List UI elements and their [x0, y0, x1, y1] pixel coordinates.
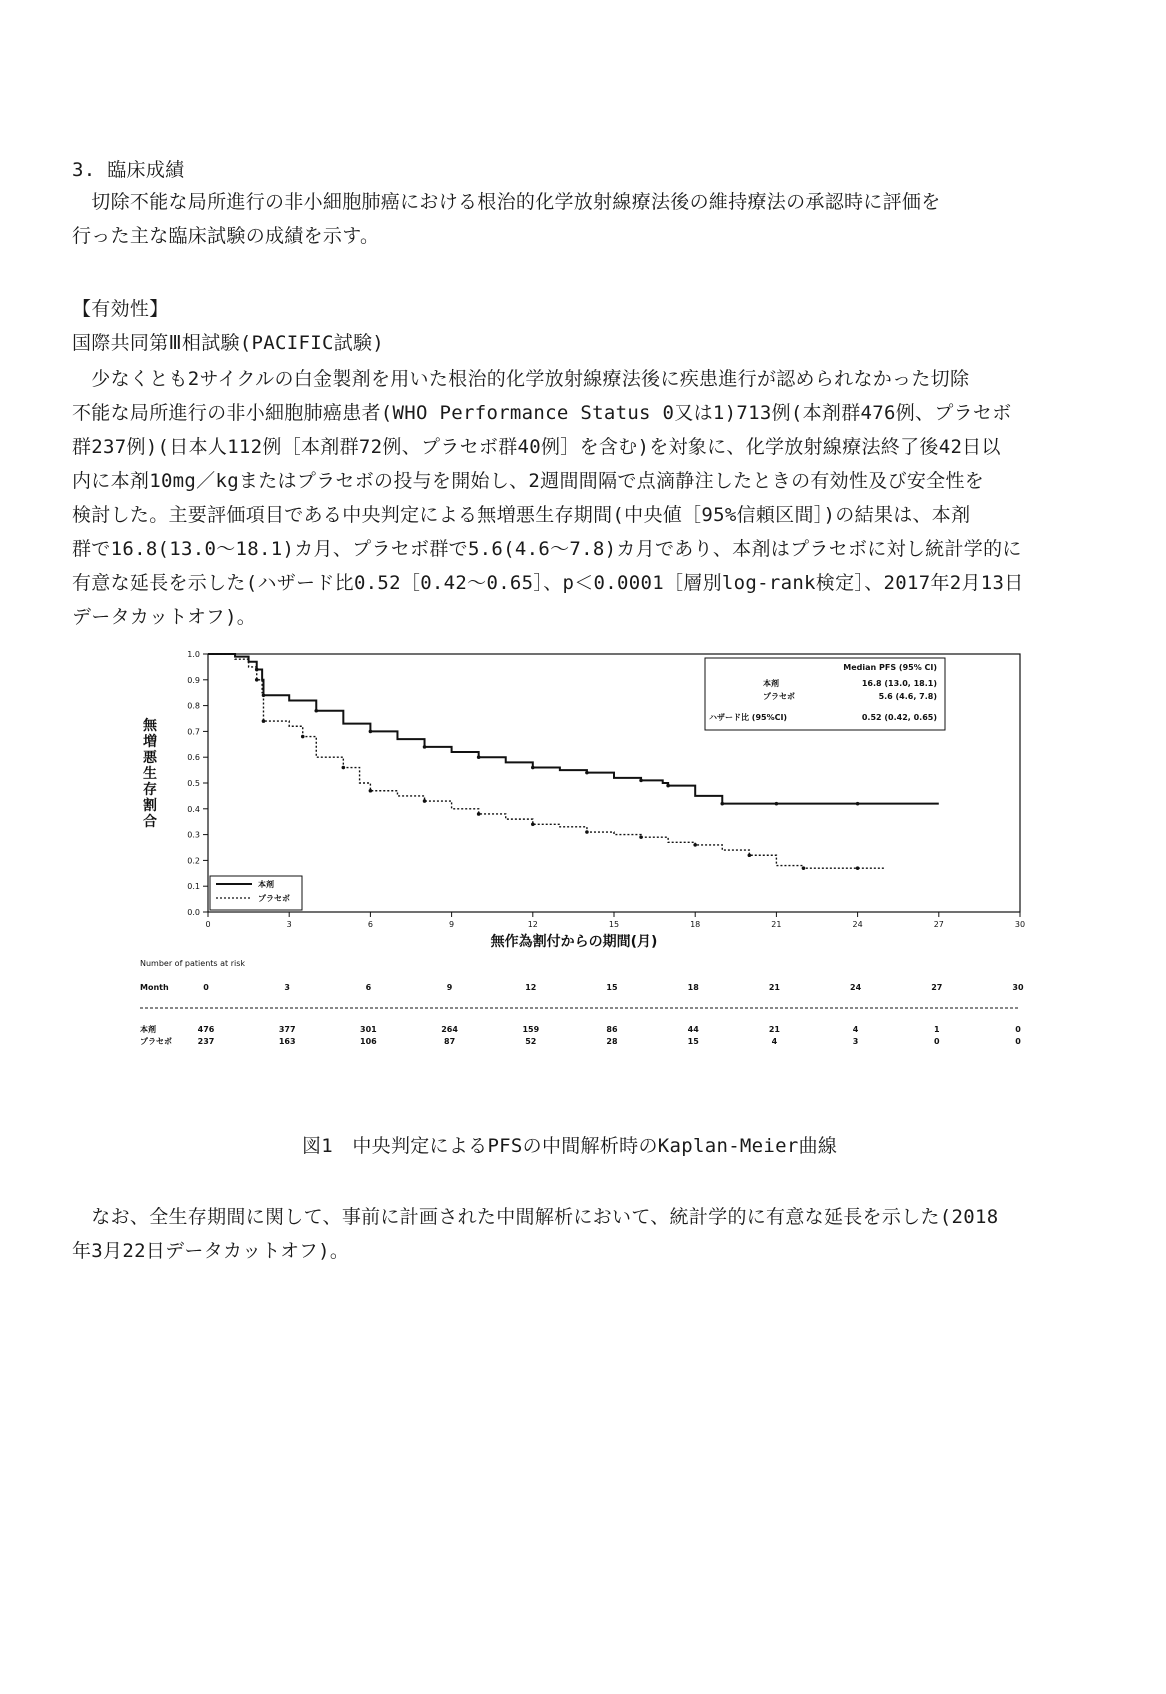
censor-mark [477, 755, 481, 759]
censor-mark [342, 766, 346, 770]
y-axis-label-char: 生 [143, 766, 157, 782]
x-tick-label: 24 [852, 920, 863, 929]
body-line: 検討した。主要評価項目である中央判定による無増悪生存期間(中央値［95%信頼区間］)の結果は、本剤 [72, 504, 971, 526]
risk-count: 4 [771, 1037, 778, 1046]
kaplan-meier-figure [140, 650, 1036, 1095]
risk-month-label: 0 [203, 983, 209, 992]
x-tick-label: 0 [205, 920, 211, 929]
note-line: なお、全生存期間に関して、事前に計画された中間解析において、統計学的に有意な延長を示した(2018 [72, 1206, 999, 1228]
y-axis-label-char: 悪 [143, 750, 157, 766]
risk-count: 159 [522, 1025, 540, 1034]
censor-mark [423, 745, 427, 749]
y-axis-label-char: 合 [143, 814, 157, 830]
risk-count: 476 [197, 1025, 215, 1034]
y-tick-label: 0.4 [187, 804, 200, 814]
risk-count: 301 [360, 1025, 377, 1034]
y-tick-label: 0.5 [187, 779, 200, 788]
y-tick-label: 0.3 [187, 830, 200, 840]
risk-count: 0 [934, 1037, 940, 1046]
y-tick-label: 0.0 [187, 908, 200, 917]
risk-month-label: 27 [931, 983, 943, 992]
risk-row-label: 本剤 [140, 1025, 156, 1034]
body-line: 内に本剤10mg／kgまたはプラセボの投与を開始し、2週間間隔で点滴静注したときの有効性及び安全性を [72, 470, 985, 492]
censor-mark [531, 822, 535, 826]
censor-mark [423, 799, 427, 803]
risk-table-header: Month [140, 983, 169, 992]
body-line: 群237例)(日本人112例［本剤群72例、プラセボ群40例］を含む)を対象に、化学放射線療法終了後42日以 [72, 436, 1001, 458]
risk-month-label: 3 [284, 983, 290, 992]
intro-line: 切除不能な局所進行の非小細胞肺癌における根治的化学放射線療法後の維持療法の承認時に評価を [72, 191, 941, 213]
median-pfs-row-label: 本剤 [763, 679, 779, 688]
y-tick-label: 0.9 [187, 675, 200, 685]
y-tick-label: 0.6 [187, 753, 200, 763]
censor-mark [585, 771, 589, 775]
censor-mark [856, 866, 860, 870]
risk-count: 0 [1015, 1025, 1021, 1034]
censor-mark [262, 719, 266, 723]
body-line: 不能な局所進行の非小細胞肺癌患者(WHO Performance Status 0又は1)713例(本剤群476例、プラセボ [72, 402, 1012, 424]
censor-mark [856, 802, 860, 806]
risk-count: 237 [197, 1037, 215, 1046]
section-heading: 3. 臨床成績 [72, 159, 185, 181]
median-pfs-row-label: プラセボ [763, 692, 795, 701]
censor-mark [639, 779, 643, 783]
x-tick-label: 15 [608, 920, 620, 929]
median-pfs-row-label: ハザード比 (95%CI) [709, 713, 788, 722]
y-axis-label-char: 増 [143, 734, 157, 750]
x-tick-label: 12 [527, 920, 538, 929]
x-tick-label: 30 [1014, 920, 1026, 929]
risk-count: 0 [1015, 1037, 1021, 1046]
risk-count: 163 [278, 1037, 296, 1046]
censor-mark [802, 866, 806, 870]
study-title: 国際共同第Ⅲ相試験(PACIFIC試験) [72, 332, 385, 354]
risk-month-label: 6 [365, 983, 372, 992]
risk-row-label: プラセボ [140, 1037, 172, 1046]
risk-count: 4 [852, 1025, 859, 1034]
censor-mark [369, 730, 373, 734]
y-tick-label: 1.0 [187, 650, 200, 659]
risk-month-label: 15 [606, 983, 618, 992]
censor-mark [369, 789, 373, 793]
censor-mark [748, 853, 752, 857]
x-axis-label: 無作為割付からの期間(月) [490, 934, 658, 950]
y-axis-label-char: 割 [143, 798, 157, 814]
risk-count: 52 [525, 1037, 537, 1046]
censor-mark [693, 843, 697, 847]
x-tick-label: 21 [771, 920, 782, 929]
intro-line: 行った主な臨床試験の成績を示す。 [72, 225, 380, 247]
censor-mark [720, 802, 724, 806]
median-pfs-header: Median PFS (95% CI) [843, 663, 937, 672]
risk-count: 44 [687, 1025, 699, 1034]
censor-mark [255, 678, 259, 682]
legend-box [210, 876, 302, 910]
y-tick-label: 0.7 [187, 727, 200, 737]
risk-count: 1 [934, 1025, 940, 1034]
legend-label: プラセボ [258, 894, 290, 903]
efficacy-heading: 【有効性】 [72, 298, 169, 320]
censor-mark [314, 709, 318, 713]
censor-mark [531, 766, 535, 770]
censor-mark [301, 735, 305, 739]
x-tick-label: 3 [286, 920, 292, 929]
x-tick-label: 6 [367, 920, 373, 929]
censor-mark [775, 802, 779, 806]
body-line: データカットオフ)。 [72, 606, 257, 628]
y-tick-label: 0.1 [187, 882, 200, 892]
body-line: 少なくとも2サイクルの白金製剤を用いた根治的化学放射線療法後に疾患進行が認められなかった切除 [72, 368, 970, 390]
risk-month-label: 12 [525, 983, 537, 992]
legend-label: 本剤 [258, 880, 274, 889]
risk-month-label: 30 [1012, 983, 1024, 992]
risk-count: 28 [606, 1037, 618, 1046]
x-tick-label: 18 [690, 920, 701, 929]
risk-count: 86 [606, 1025, 618, 1034]
kaplan-meier-chart [140, 650, 1036, 1095]
risk-month-label: 9 [446, 983, 453, 992]
risk-count: 377 [278, 1025, 296, 1034]
censor-mark [585, 830, 589, 834]
y-tick-label: 0.2 [187, 856, 200, 866]
risk-month-label: 24 [850, 983, 862, 992]
risk-table-title: Number of patients at risk [140, 959, 246, 968]
censor-mark [639, 835, 643, 839]
risk-month-label: 18 [687, 983, 699, 992]
censor-mark [666, 784, 670, 788]
median-pfs-row-value: 0.52 (0.42, 0.65) [861, 713, 937, 722]
censor-mark [477, 812, 481, 816]
risk-count: 15 [687, 1037, 699, 1046]
median-pfs-row-value: 5.6 (4.6, 7.8) [878, 692, 937, 701]
body-line: 群で16.8(13.0～18.1)カ月、プラセボ群で5.6(4.6～7.8)カ月であり、本剤はプラセボに対し統計学的に [72, 538, 1022, 560]
x-tick-label: 9 [449, 920, 455, 929]
body-line: 有意な延長を示した(ハザード比0.52［0.42～0.65］、p＜0.0001［層別log-rank検定］、2017年2月13日 [72, 572, 1024, 594]
risk-count: 21 [768, 1025, 780, 1034]
median-pfs-row-value: 16.8 (13.0, 18.1) [861, 679, 937, 688]
risk-month-label: 21 [768, 983, 780, 992]
y-axis-label-char: 存 [143, 782, 157, 798]
note-line: 年3月22日データカットオフ)。 [72, 1240, 350, 1262]
y-tick-label: 0.8 [187, 701, 200, 711]
risk-count: 3 [852, 1037, 859, 1046]
x-tick-label: 27 [933, 920, 944, 929]
risk-count: 87 [444, 1037, 456, 1046]
risk-count: 264 [441, 1025, 458, 1034]
y-axis-label-char: 無 [143, 718, 157, 734]
risk-count: 106 [360, 1037, 377, 1046]
figure-caption: 図1 中央判定によるPFSの中間解析時のKaplan-Meier曲線 [302, 1135, 838, 1157]
